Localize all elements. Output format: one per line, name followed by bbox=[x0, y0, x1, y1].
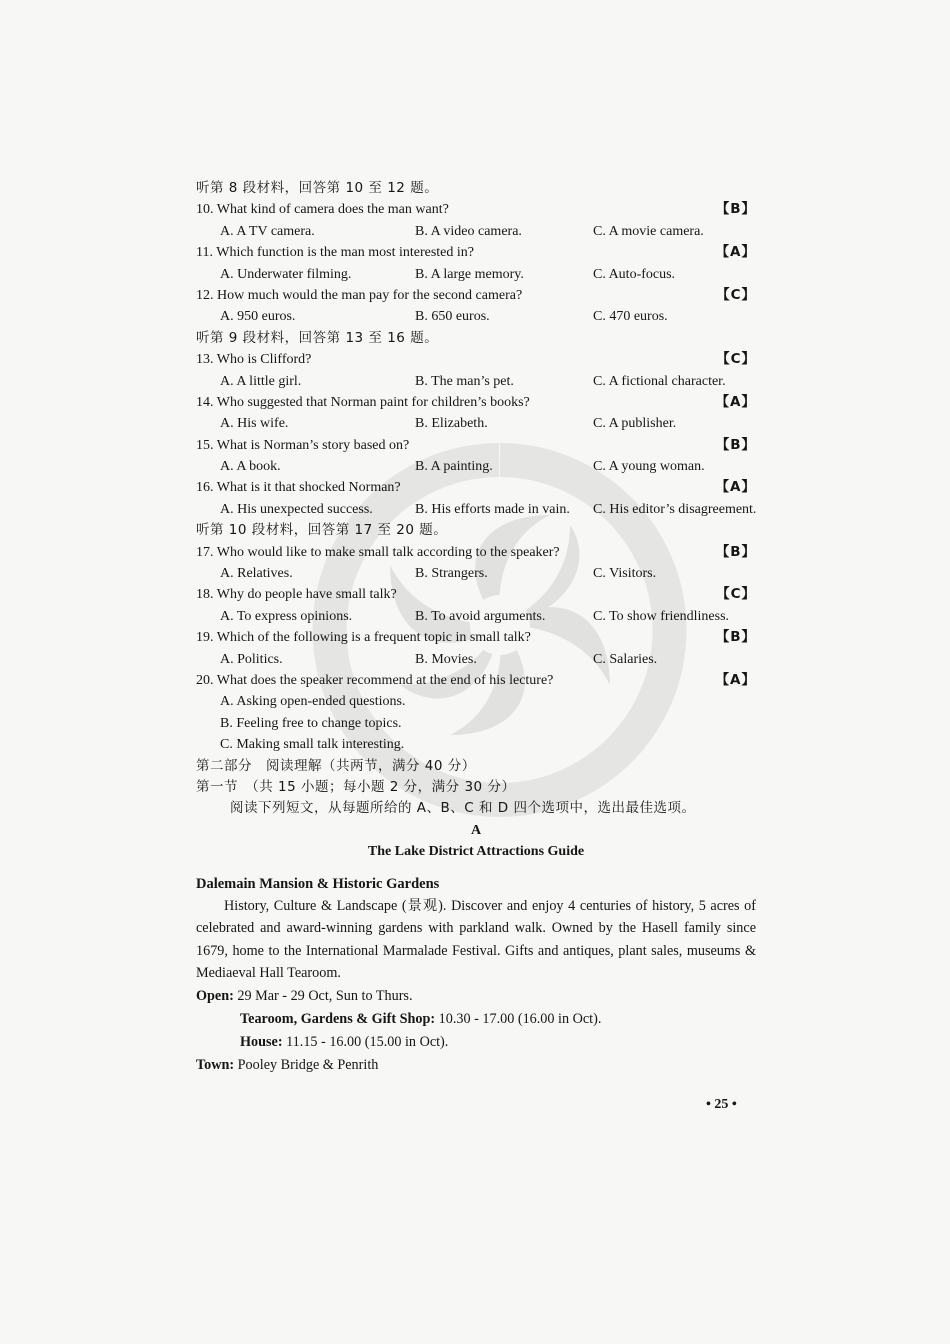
option-c: C. Visitors. bbox=[593, 566, 657, 582]
question-text: 20. What does the speaker recommend at the end of his lecture? bbox=[196, 672, 554, 688]
option-c: C. Making small talk interesting. bbox=[220, 737, 405, 753]
listening-group-header: 听第 9 段材料，回答第 13 至 16 题。 bbox=[196, 329, 439, 346]
answer-key: 【B】 bbox=[715, 629, 756, 646]
option-b: B. Elizabeth. bbox=[415, 416, 488, 432]
question-row bbox=[196, 349, 756, 370]
option-c: C. A publisher. bbox=[593, 416, 677, 432]
option-a: A. 950 euros. bbox=[220, 309, 296, 325]
question-text: 19. Which of the following is a frequent topic in small talk? bbox=[196, 630, 531, 646]
question-row bbox=[196, 199, 756, 220]
option-c: C. A fictional character. bbox=[593, 373, 726, 389]
options-row bbox=[196, 499, 756, 520]
section-one-title: 第一节 （共 15 小题；每小题 2 分，满分 30 分） bbox=[196, 778, 516, 795]
answer-key: 【A】 bbox=[715, 244, 756, 261]
option-a: A. A little girl. bbox=[220, 373, 302, 389]
tearoom-hours bbox=[196, 1008, 756, 1031]
options-row bbox=[196, 371, 756, 392]
passage-letter: A bbox=[470, 822, 482, 838]
town-info bbox=[196, 1054, 756, 1077]
options-row bbox=[196, 606, 756, 627]
question-row bbox=[196, 392, 756, 413]
question-row bbox=[196, 242, 756, 263]
answer-key: 【C】 bbox=[716, 286, 756, 303]
attraction-name: Dalemain Mansion & Historic Gardens bbox=[196, 875, 440, 892]
option-a: A. Asking open-ended questions. bbox=[220, 694, 406, 710]
answer-key: 【C】 bbox=[716, 351, 756, 368]
option-c: C. Auto-focus. bbox=[593, 266, 676, 282]
question-text: 17. Who would like to make small talk according to the speaker? bbox=[196, 544, 560, 560]
option-c: C. His editor’s disagreement. bbox=[593, 501, 757, 517]
question-row bbox=[196, 285, 756, 306]
options-row bbox=[196, 221, 756, 242]
listening-group-header: 听第 8 段材料，回答第 10 至 12 题。 bbox=[196, 180, 439, 196]
option-c: C. A movie camera. bbox=[593, 223, 704, 239]
option-b: B. A large memory. bbox=[415, 266, 524, 282]
exam-content bbox=[196, 178, 756, 1077]
house-value: 11.15 - 16.00 (15.00 in Oct). bbox=[282, 1033, 449, 1050]
question-text: 18. Why do people have small talk? bbox=[196, 587, 397, 603]
option-a: A. A TV camera. bbox=[220, 223, 315, 239]
reading-instruction: 阅读下列短文，从每题所给的 A、B、C 和 D 四个选项中，选出最佳选项。 bbox=[230, 800, 696, 817]
question-row bbox=[196, 477, 756, 498]
answer-key: 【B】 bbox=[715, 201, 756, 218]
options-row bbox=[196, 456, 756, 477]
town-value: Pooley Bridge & Penrith bbox=[234, 1056, 379, 1073]
question-text: 14. Who suggested that Norman paint for children’s books? bbox=[196, 394, 530, 410]
attraction-description: History, Culture & Landscape (景观). Discover and enjoy 4 centuries of history, 5 acres of celebrated and award-winning gardens with parkland walk. Owned by the Hasell family since 1679, home to the International Marmalade Festival. Gifts and antiques, plant sales, museums & Mediaeval Hall Tearoom. bbox=[196, 897, 756, 982]
option-b: B. To avoid arguments. bbox=[415, 608, 546, 624]
answer-key: 【A】 bbox=[715, 671, 756, 688]
open-hours bbox=[196, 985, 756, 1008]
tearoom-value: 10.30 - 17.00 (16.00 in Oct). bbox=[435, 1010, 602, 1027]
option-a: A. His unexpected success. bbox=[220, 501, 373, 517]
option-b: B. A video camera. bbox=[415, 223, 522, 239]
option-a: A. Underwater filming. bbox=[220, 266, 352, 282]
answer-key: 【A】 bbox=[715, 479, 756, 496]
question-row bbox=[196, 584, 756, 605]
answer-key: 【B】 bbox=[715, 436, 756, 453]
options-row bbox=[196, 563, 756, 584]
town-label: Town: bbox=[196, 1056, 235, 1073]
option-a: A. His wife. bbox=[220, 416, 289, 432]
listening-group-header: 听第 10 段材料，回答第 17 至 20 题。 bbox=[196, 522, 448, 539]
option-b: B. 650 euros. bbox=[415, 309, 490, 325]
question-text: 10. What kind of camera does the man want? bbox=[196, 202, 449, 218]
answer-key: 【C】 bbox=[716, 586, 756, 603]
option-b: B. The man’s pet. bbox=[415, 373, 514, 389]
options-row bbox=[196, 649, 756, 670]
option-a: A. To express opinions. bbox=[220, 608, 353, 624]
option-b: B. A painting. bbox=[415, 459, 493, 475]
answer-key: 【A】 bbox=[715, 393, 756, 410]
option-c: C. 470 euros. bbox=[593, 309, 668, 325]
tearoom-label: Tearoom, Gardens & Gift Shop: bbox=[240, 1010, 436, 1027]
house-label: House: bbox=[240, 1033, 283, 1050]
open-value: 29 Mar - 29 Oct, Sun to Thurs. bbox=[233, 987, 413, 1004]
question-text: 12. How much would the man pay for the second camera? bbox=[196, 287, 523, 303]
question-text: 11. Which function is the man most interested in? bbox=[196, 245, 474, 261]
option-c: C. To show friendliness. bbox=[593, 608, 730, 624]
option-a: A. Relatives. bbox=[220, 566, 293, 582]
passage-heading: The Lake District Attractions Guide bbox=[367, 844, 585, 860]
part-two-title: 第二部分 阅读理解（共两节，满分 40 分） bbox=[196, 757, 476, 774]
option-c: C. A young woman. bbox=[593, 459, 705, 475]
option-b: B. His efforts made in vain. bbox=[415, 501, 570, 517]
option-b: B. Movies. bbox=[415, 651, 477, 667]
options-row bbox=[196, 306, 756, 327]
question-row bbox=[196, 435, 756, 456]
page-number: • 25 • bbox=[706, 1097, 737, 1112]
question-row bbox=[196, 627, 756, 648]
answer-key: 【B】 bbox=[715, 543, 756, 560]
option-b: B. Strangers. bbox=[415, 566, 488, 582]
options-row bbox=[196, 413, 756, 434]
option-a: A. Politics. bbox=[220, 651, 283, 667]
question-text: 15. What is Norman’s story based on? bbox=[196, 437, 410, 453]
option-b: B. Feeling free to change topics. bbox=[220, 715, 402, 731]
listening-section bbox=[196, 178, 756, 670]
question-row bbox=[196, 542, 756, 563]
option-a: A. A book. bbox=[220, 459, 281, 475]
question-text: 13. Who is Clifford? bbox=[196, 352, 312, 368]
option-c: C. Salaries. bbox=[593, 651, 658, 667]
question-20 bbox=[196, 670, 756, 756]
open-label: Open: bbox=[196, 987, 234, 1004]
house-hours bbox=[196, 1031, 756, 1054]
question-text: 16. What is it that shocked Norman? bbox=[196, 480, 401, 496]
options-row bbox=[196, 264, 756, 285]
